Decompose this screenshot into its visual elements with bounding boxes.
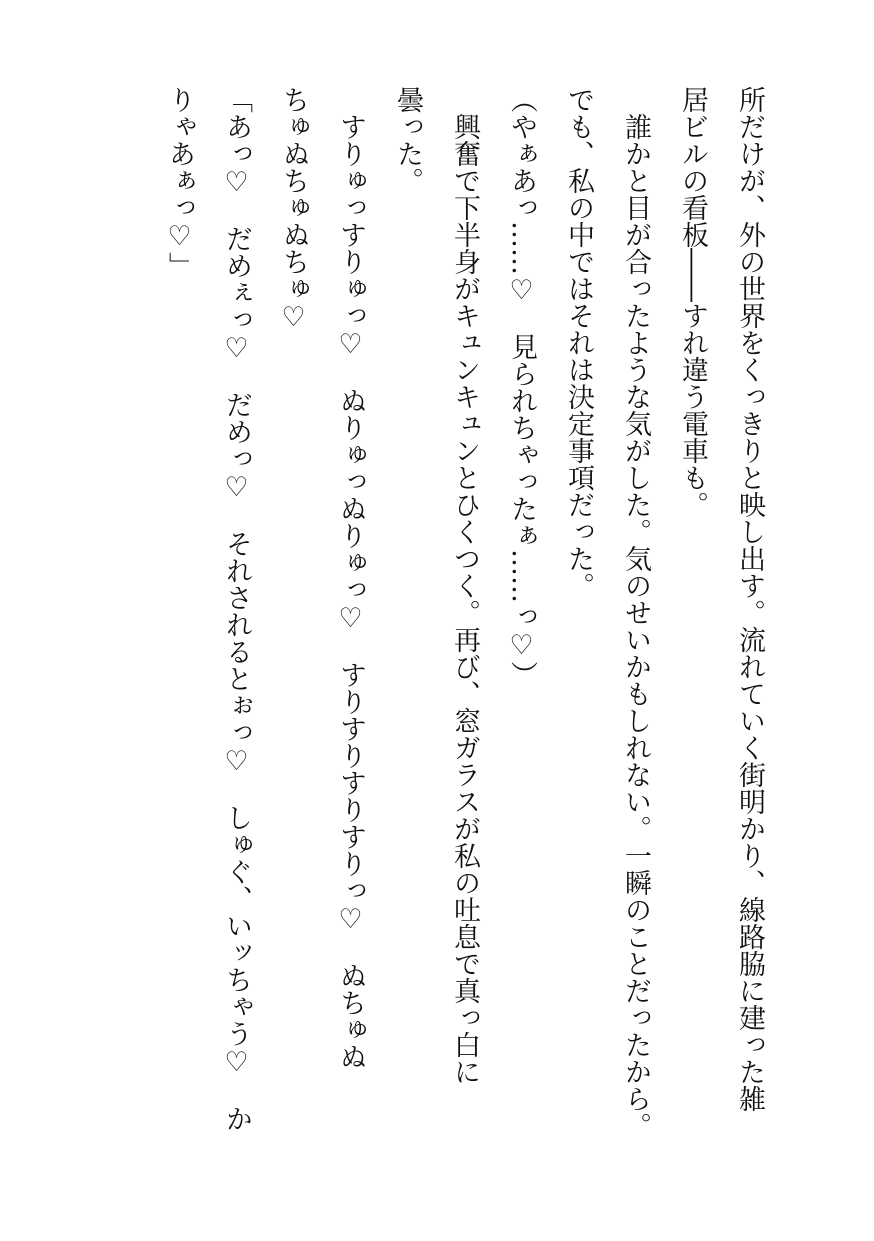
text-line-9: ちゅぬちゅぬちゅ♡ <box>278 86 309 333</box>
text-line-11: りゃあぁっ♡」 <box>164 86 195 279</box>
vertical-text-body <box>151 86 778 1166</box>
text-line-8: すりゅっすりゅっ♡ ぬりゅっぬりゅっ♡ すりすりすりすりっ♡ ぬちゅぬ <box>335 86 366 1070</box>
text-line-1: 所だけが、外の世界をくっきりと映し出す。流れていく街明かり、線路脇に建った雑 <box>734 86 765 1112</box>
text-line-3: 誰かと目が合ったような気がした。気のせいかもしれない。一瞬のことだったから。 <box>620 86 651 1139</box>
text-line-7: 曇った。 <box>392 86 423 194</box>
text-line-4: でも、私の中ではそれは決定事項だった。 <box>563 86 594 599</box>
text-line-6: 興奮で下半身がキュンキュンとひくつく。再び、窓ガラスが私の吐息で真っ白に <box>449 86 480 1085</box>
text-line-2: 居ビルの看板――すれ違う電車も。 <box>677 86 708 518</box>
text-line-5: （やぁあっ……♡ 見られちゃったぁ……っ♡） <box>506 86 537 688</box>
text-line-10: 「あっ♡ だめぇっ♡ だめっ♡ それされるとぉっ♡ しゅぐ、いッちゃう♡ か <box>221 86 252 1132</box>
